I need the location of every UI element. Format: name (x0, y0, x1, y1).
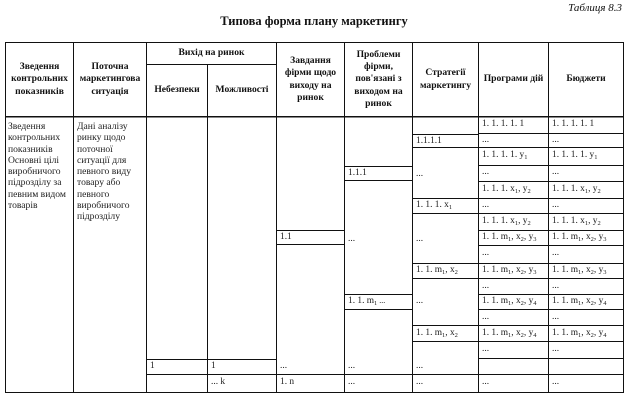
dangers-cell: 1 (150, 361, 155, 371)
program-cell: 1. 1. $m_1$, $x_2$, $y_4$ (482, 296, 537, 307)
problems-cell: 1. 1. $m_1$ ... (348, 296, 386, 307)
header-summary: Зведення контрольних показників (11, 61, 68, 97)
program-cell: 1. 1. 1. $x_1$, $y_2$ (482, 216, 531, 227)
program-cell: ... (482, 281, 490, 291)
budget-cell: 1. 1. $m_1$, $x_2$, $y_4$ (552, 296, 607, 307)
program-cell: ... (482, 135, 490, 145)
opportunities-cell: 1 (211, 361, 216, 371)
budget-cell: 1. 1. 1. $x_1$, $y_2$ (552, 216, 601, 227)
budget-cell: ... (552, 167, 560, 177)
budget-cell: 1. 1. 1. $x_1$, $y_2$ (552, 184, 601, 195)
program-cell: 1. 1. $m_1$, $x_2$, $y_4$ (482, 328, 537, 339)
header-tasks: Завдання фірми щодо виходу на ринок (284, 55, 337, 103)
problems-cell: ... (348, 361, 356, 371)
program-cell: 1. 1. 1. $x_1$, $y_2$ (482, 184, 531, 195)
header-dangers: Небезпеки (154, 84, 200, 96)
program-cell: ... (482, 344, 490, 354)
budget-cell: 1. 1. $m_1$, $x_2$, $y_3$ (552, 265, 607, 276)
strategy-cell: ... (416, 169, 424, 179)
budget-cell: ... (552, 200, 560, 210)
strategy-cell: 1. 1. 1. $x_1$ (416, 200, 453, 211)
program-cell: 1. 1. 1. 1. 1 (482, 119, 525, 129)
budget-cell: 1. 1. 1. 1. 1 (552, 119, 595, 129)
program-cell: ... (482, 377, 490, 387)
header-problems: Проблеми фірми, пов'язані з виходом на ринок (354, 48, 403, 109)
strategy-cell: 1. 1. $m_1$, $x_2$ (416, 328, 458, 339)
strategy-cell: ... (416, 361, 424, 371)
program-cell: 1. 1. $m_1$, $x_2$, $y_3$ (482, 232, 537, 243)
strategy-cell: ... (416, 296, 424, 306)
program-cell: ... (482, 248, 490, 258)
tasks-cell: 1.1 (280, 232, 292, 242)
budget-cell: 1. 1. $m_1$, $x_2$, $y_3$ (552, 232, 607, 243)
header-strategies: Стратегії маркетингу (419, 67, 472, 91)
tasks-cell: ... (280, 361, 288, 371)
budget-cell: 1. 1. $m_1$, $x_2$, $y_4$ (552, 328, 607, 339)
program-cell: 1. 1. $m_1$, $x_2$, $y_3$ (482, 265, 537, 276)
strategy-cell: ... (416, 377, 424, 387)
budget-cell: ... (552, 377, 560, 387)
header-market-exit: Вихід на ринок (178, 47, 245, 59)
tasks-cell: 1. n (280, 377, 295, 387)
header-budgets: Бюджети (566, 73, 606, 85)
strategy-cell: 1.1.1.1 (416, 136, 442, 146)
program-cell: ... (482, 312, 490, 322)
header-programs: Програми дій (483, 73, 544, 85)
header-situation: Поточна маркетингова ситуація (79, 61, 141, 97)
budget-cell: ... (552, 248, 560, 258)
program-cell: 1. 1. 1. 1. $y_1$ (482, 150, 528, 161)
budget-cell: 1. 1. 1. 1. $y_1$ (552, 150, 598, 161)
summary-text: Зведення контрольних показників Основні цілі виробничого підрозділу за певним видом товарів (8, 121, 66, 212)
program-cell: ... (482, 167, 490, 177)
header-opportunities: Можливості (215, 84, 269, 96)
strategy-cell: 1. 1. $m_1$, $x_2$ (416, 265, 458, 276)
program-cell: ... (482, 200, 490, 210)
problems-cell: 1.1.1 (348, 168, 367, 178)
situation-text: Дані аналізу ринку щодо поточної ситуації для певного виду товару або певного виробничого підрозділу (77, 121, 132, 223)
table-caption: Таблиця 8.3 (568, 2, 622, 14)
strategy-cell: ... (416, 234, 424, 244)
budget-cell: ... (552, 135, 560, 145)
problems-cell: ... (348, 234, 356, 244)
budget-cell: ... (552, 312, 560, 322)
budget-cell: ... (552, 281, 560, 291)
opportunities-cell: ... k (211, 377, 226, 387)
budget-cell: ... (552, 344, 560, 354)
problems-cell: ... (348, 377, 356, 387)
page-title: Типова форма плану маркетингу (220, 14, 408, 28)
